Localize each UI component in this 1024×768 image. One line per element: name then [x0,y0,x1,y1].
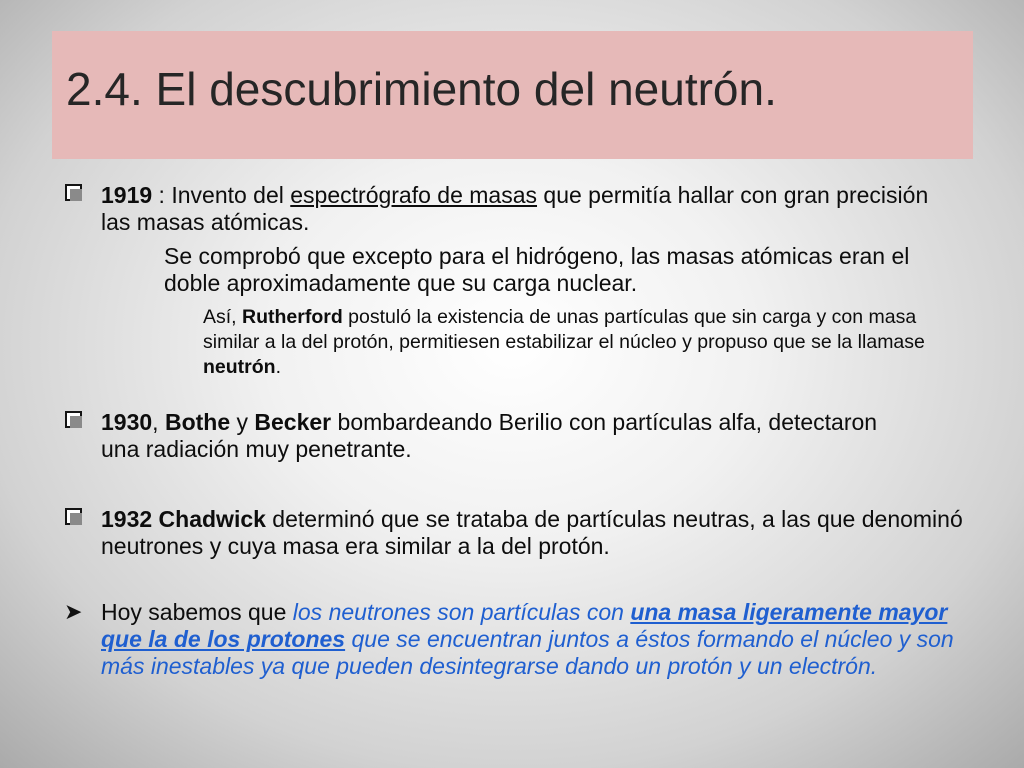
year-1919: 1919 [101,182,153,208]
hoy-italic-a: los neutrones son partículas con [292,599,631,625]
bullet-1932-text: determinó que se trataba de partículas neutras, a las que denominó neutrones y cuya masa era similar a la del protón. [101,506,963,559]
bullet-1919-text-a: : Invento del [152,182,291,208]
sub-paragraph-masas: Se comprobó que excepto para el hidrógeno, las masas atómicas eran el doble aproximadamente que su carga nuclear. [164,243,910,296]
hoy-text-a: Hoy sabemos que [101,599,293,625]
name-bothe: Bothe [164,409,231,435]
name-rutherford: Rutherford [242,306,343,328]
bullet-1930-text-c: bombardeando Berilio con partículas alfa, detectaron una radiación muy penetrante. [101,409,878,462]
rutherford-text-b: postuló la existencia de unas partículas que sin carga y con masa similar a la del protón, permitiesen estabilizar el núcleo y propuso que se la llamase [203,306,925,353]
term-espectrografo: espectrógrafo de masas [290,182,538,208]
bullet-1932 [101,506,971,560]
bullet-1930 [101,409,891,463]
term-neutron: neutrón [203,356,276,378]
sub-paragraph-rutherford [203,305,943,380]
square-bullet-icon [65,411,82,428]
name-becker: Becker [254,409,332,435]
bullet-hoy [101,599,971,680]
year-1930: 1930 [101,409,153,435]
hoy-italic-b: que se encuentran juntos a éstos formando el núcleo y son más inestables ya que pueden desintegrarse dando un protón y un electrón. [101,626,954,679]
rutherford-text-c: . [275,356,281,378]
bullet-1919-text-b: que permitía hallar con gran precisión las masas atómicas. [101,182,929,235]
hoy-emphasis: una masa ligeramente mayor que la de los protones [101,599,948,652]
bullet-1919 [101,182,941,236]
rutherford-text-a: Así, [203,306,243,328]
slide-title: 2.4. El descubrimiento del neutrón. [66,63,777,115]
square-bullet-icon [65,184,82,201]
square-bullet-icon [65,508,82,525]
arrow-bullet-icon: ➤ [64,599,83,624]
chadwick-lead: 1932 Chadwick [101,506,266,532]
bullet-1930-text-a: , [152,409,165,435]
bullet-1930-text-b: y [230,409,255,435]
